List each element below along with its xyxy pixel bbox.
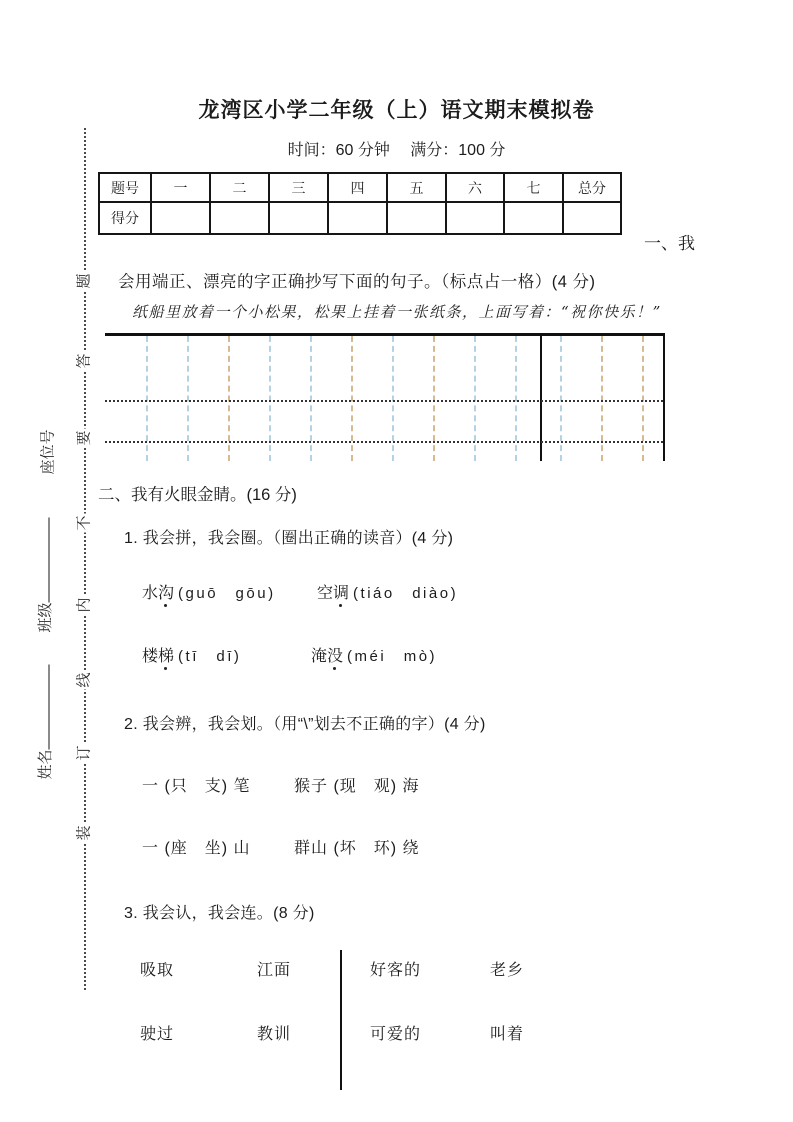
word-char: 淹 bbox=[311, 648, 328, 665]
page-title: 龙湾区小学二年级（上）语文期末模拟卷 bbox=[198, 99, 595, 122]
pinyin-choice-item bbox=[142, 643, 241, 666]
score-table-corner: 题号 bbox=[99, 173, 151, 202]
score-cell bbox=[504, 202, 563, 234]
pinyin-choice-item bbox=[317, 580, 458, 603]
binding-char: 答 bbox=[75, 353, 93, 369]
q1-prompt: 1. 我会拼，我会圈。（圈出正确的读音）(4 分) bbox=[124, 530, 454, 547]
emphasis-char: 调 bbox=[333, 585, 350, 602]
section-one-instruction: 会用端正、漂亮的字正确抄写下面的句子。（标点占一格）(4 分) bbox=[118, 273, 596, 291]
section-one-lead: 一、我 bbox=[644, 234, 695, 253]
binding-char: 线 bbox=[75, 672, 93, 688]
score-cell bbox=[269, 202, 328, 234]
score-table-header-row bbox=[99, 173, 621, 202]
score-table-score-row bbox=[99, 202, 621, 234]
binding-char: 装 bbox=[75, 825, 93, 841]
q2-prompt: 2. 我会辨，我会划。（用“\”划去不正确的字）(4 分) bbox=[124, 716, 486, 733]
score-cell bbox=[446, 202, 504, 234]
match-word: 老乡 bbox=[490, 962, 525, 979]
name-blank-line bbox=[33, 664, 50, 749]
class-blank-line bbox=[33, 517, 50, 602]
score-col-header: 三 bbox=[269, 173, 328, 202]
q2-item: 一 (只 支) 笔 bbox=[142, 778, 251, 795]
emphasis-char: 没 bbox=[327, 648, 344, 665]
exam-meta: 时间：60 分钟 满分：100 分 bbox=[287, 142, 506, 159]
grid-rule-line bbox=[105, 441, 663, 443]
pinyin-options: (tī dī) bbox=[178, 648, 242, 665]
pinyin-choice-item bbox=[311, 643, 437, 666]
score-col-header: 七 bbox=[504, 173, 563, 202]
score-row-label: 得分 bbox=[99, 202, 151, 234]
binding-char: 题 bbox=[75, 273, 93, 289]
class-label: 班级 bbox=[37, 602, 54, 633]
q2-item: 猴子 (现 观) 海 bbox=[294, 778, 420, 795]
score-table bbox=[98, 172, 622, 235]
score-col-header: 一 bbox=[151, 173, 210, 202]
section-two-heading: 二、我有火眼金睛。(16 分) bbox=[98, 486, 297, 504]
match-word: 教训 bbox=[257, 1026, 292, 1043]
pinyin-choice-item bbox=[142, 580, 276, 603]
score-cell bbox=[328, 202, 387, 234]
q2-item: 群山 (坏 环) 绕 bbox=[294, 840, 420, 857]
emphasis-char: 沟 bbox=[158, 585, 175, 602]
class-field bbox=[33, 517, 55, 632]
binding-dotted-line bbox=[84, 128, 86, 990]
score-col-header: 四 bbox=[328, 173, 387, 202]
match-word: 江面 bbox=[257, 962, 292, 979]
q3-prompt: 3. 我会认，我会连。(8 分) bbox=[124, 905, 315, 922]
word-char: 空 bbox=[317, 585, 334, 602]
name-field bbox=[33, 664, 55, 779]
binding-char: 要 bbox=[75, 430, 93, 446]
emphasis-char: 梯 bbox=[158, 648, 175, 665]
match-word: 吸取 bbox=[140, 962, 175, 979]
match-word: 可爱的 bbox=[370, 1026, 422, 1043]
writing-grid bbox=[105, 333, 665, 461]
match-word: 叫着 bbox=[490, 1026, 525, 1043]
match-word: 驶过 bbox=[140, 1026, 175, 1043]
word-char: 水 bbox=[142, 585, 159, 602]
score-col-header: 五 bbox=[387, 173, 446, 202]
name-label: 姓名 bbox=[37, 749, 54, 780]
score-cell bbox=[563, 202, 621, 234]
copy-sentence: 纸船里放着一个小松果，松果上挂着一张纸条，上面写着：“祝你快乐！” bbox=[132, 303, 662, 321]
pinyin-options: (guō gōu) bbox=[178, 585, 276, 602]
binding-char: 内 bbox=[75, 597, 93, 613]
pinyin-options: (tiáo diào) bbox=[353, 585, 459, 602]
grid-rule-line bbox=[105, 400, 663, 402]
score-col-header: 总分 bbox=[563, 173, 621, 202]
matching-divider bbox=[340, 950, 342, 1090]
score-col-header: 六 bbox=[446, 173, 504, 202]
score-col-header: 二 bbox=[210, 173, 269, 202]
word-char: 楼 bbox=[142, 648, 159, 665]
binding-char: 订 bbox=[75, 745, 93, 761]
pinyin-options: (méi mò) bbox=[347, 648, 438, 665]
score-cell bbox=[387, 202, 446, 234]
match-word: 好客的 bbox=[370, 962, 422, 979]
q2-item: 一 (座 坐) 山 bbox=[142, 840, 251, 857]
score-cell bbox=[210, 202, 269, 234]
seat-number-label: 座位号 bbox=[39, 429, 57, 475]
score-cell bbox=[151, 202, 210, 234]
binding-char: 不 bbox=[75, 515, 93, 531]
